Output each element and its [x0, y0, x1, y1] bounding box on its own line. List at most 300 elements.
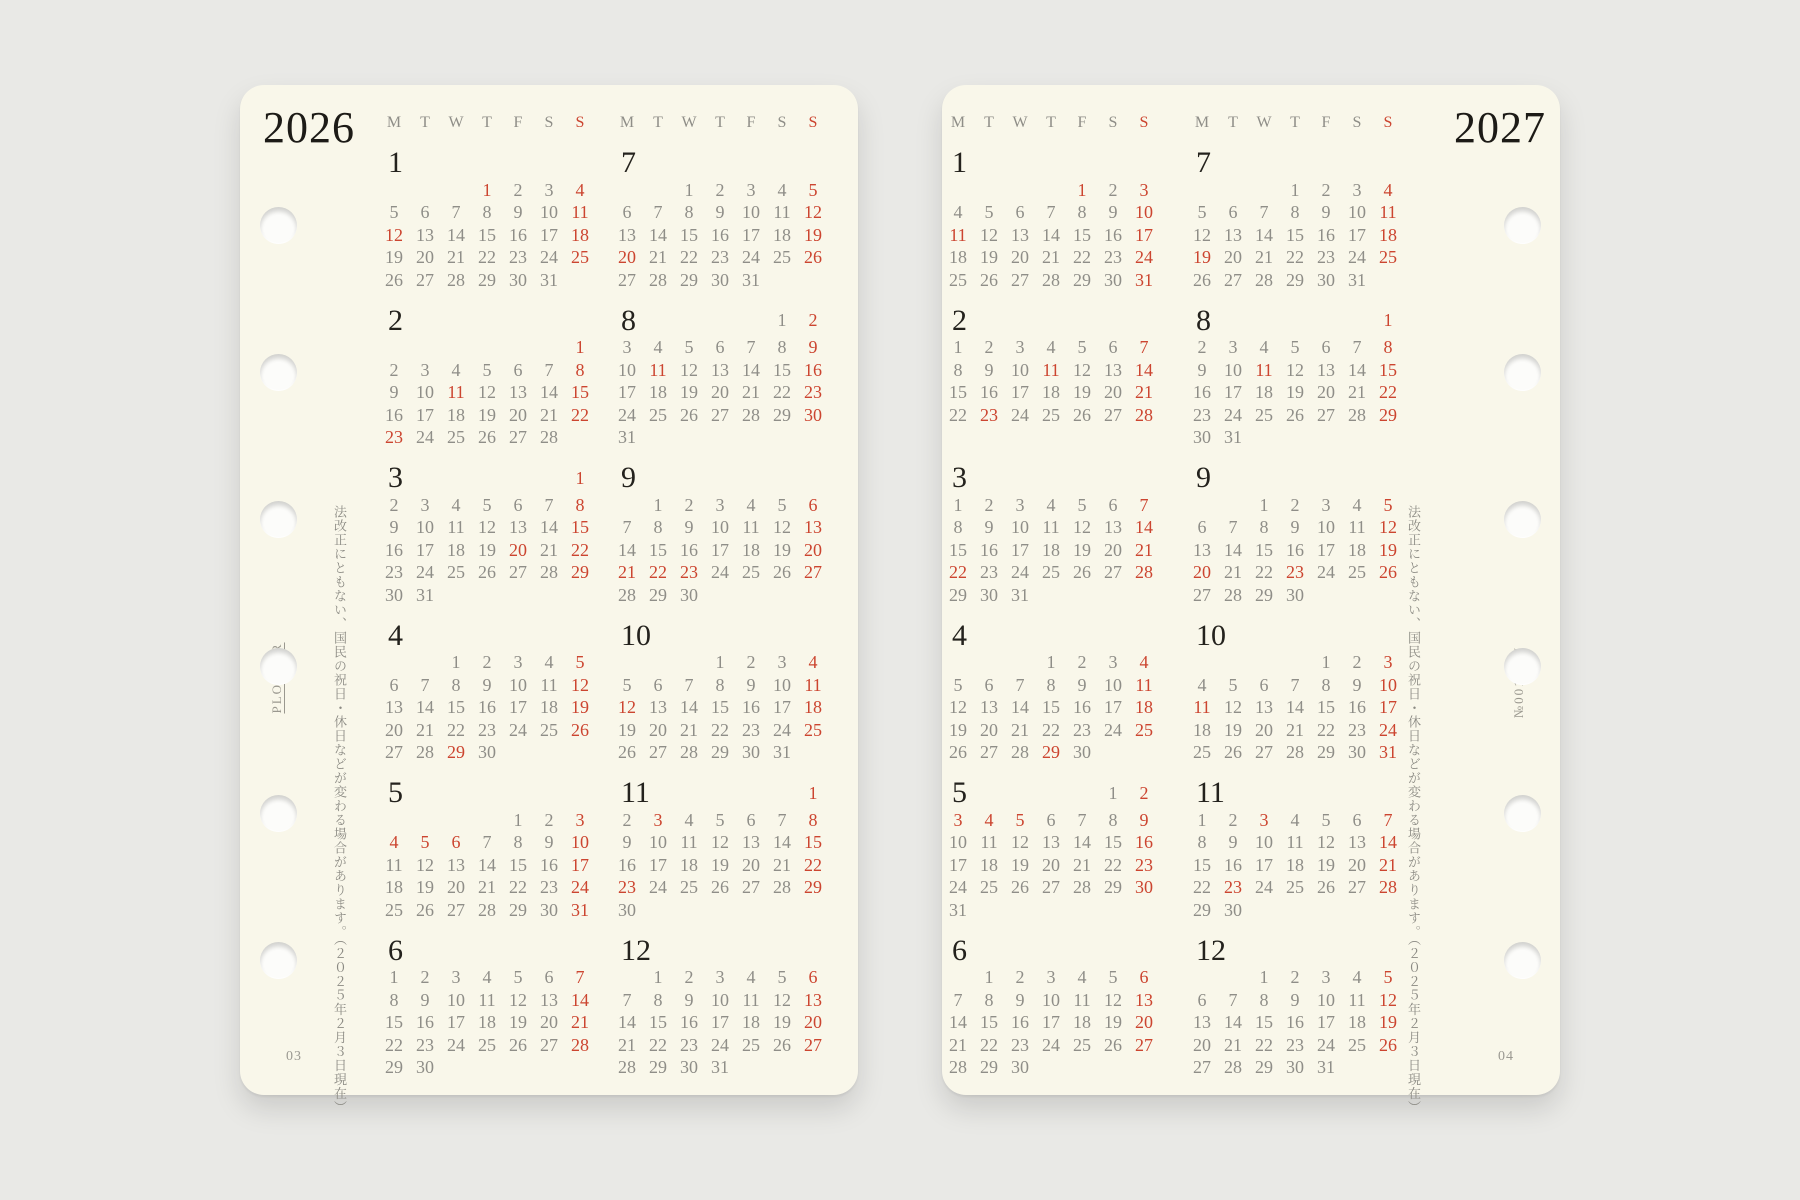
empty-cell [798, 1056, 829, 1079]
day-cell: 2 [984, 494, 994, 515]
day-cell: 21 [1042, 247, 1060, 268]
day-cell: 7 [1290, 674, 1300, 695]
empty-cell [736, 899, 767, 922]
day-cell: 19 [773, 1012, 791, 1033]
empty-cell [1067, 1056, 1098, 1079]
date-row [1187, 966, 1404, 989]
day-cell: 20 [1011, 247, 1029, 268]
day-cell: 22 [773, 382, 791, 403]
day-cell: 10 [447, 989, 465, 1010]
empty-cell [1129, 1056, 1160, 1079]
day-cell: 25 [1286, 877, 1304, 898]
day-cell: 25 [680, 877, 698, 898]
date-row [612, 1034, 829, 1057]
empty-cell [565, 584, 596, 607]
day-cell: 6 [1108, 494, 1118, 515]
day-cell: 22 [980, 1034, 998, 1055]
empty-cell [798, 426, 829, 449]
day-cell: 18 [1348, 1012, 1366, 1033]
date-row [1187, 539, 1404, 562]
day-cell: 6 [1108, 337, 1118, 358]
day-cell: 8 [1046, 674, 1056, 695]
day-cell: 4 [389, 832, 399, 853]
day-cell: 5 [622, 674, 632, 695]
day-cell: 29 [478, 269, 496, 290]
month-label: 7 [1196, 146, 1211, 179]
day-cell: 19 [618, 719, 636, 740]
day-cell: 31 [949, 899, 967, 920]
day-cell: 31 [742, 269, 760, 290]
day-cell: 13 [1011, 224, 1029, 245]
date-row [612, 899, 829, 922]
day-cell: 5 [482, 359, 492, 380]
day-cell: 3 [544, 179, 554, 200]
day-cell: 5 [777, 967, 787, 988]
day-cell: 12 [949, 697, 967, 718]
day-cell: 25 [1348, 562, 1366, 583]
day-cell: 15 [385, 1012, 403, 1033]
day-cell: 8 [1197, 832, 1207, 853]
day-cell: 17 [416, 539, 434, 560]
empty-cell [643, 899, 674, 922]
month-label: 4 [388, 618, 403, 652]
day-cell: 2 [1290, 494, 1300, 515]
day-cell: 7 [1383, 809, 1393, 830]
day-cell: 1 [1383, 310, 1393, 331]
day-cell: 21 [618, 1034, 636, 1055]
day-cell: 20 [1104, 382, 1122, 403]
date-row [943, 381, 1160, 404]
day-cell: 29 [509, 899, 527, 920]
date-row [1187, 201, 1404, 224]
day-cell: 4 [808, 652, 818, 673]
day-cell: 12 [1073, 517, 1091, 538]
empty-cell [503, 741, 534, 764]
day-cell: 22 [804, 854, 822, 875]
day-cell: 3 [420, 359, 430, 380]
date-row [1187, 1056, 1404, 1079]
date-row [943, 719, 1160, 742]
empty-cell [767, 426, 798, 449]
day-cell: 18 [1073, 1012, 1091, 1033]
day-cell: 31 [1135, 269, 1153, 290]
date-row [379, 899, 596, 922]
day-cell: 20 [1042, 854, 1060, 875]
empty-cell [379, 651, 410, 674]
date-row [1187, 741, 1404, 764]
empty-cell [1249, 651, 1280, 674]
date-row [943, 494, 1160, 517]
empty-cell [1098, 584, 1129, 607]
empty-cell [503, 336, 534, 359]
day-cell: 19 [1224, 719, 1242, 740]
day-cell: 6 [984, 674, 994, 695]
day-cell: 14 [1379, 832, 1397, 853]
day-cell: 30 [1224, 899, 1242, 920]
day-cell: 14 [1255, 224, 1273, 245]
date-row [1187, 899, 1404, 922]
day-cell: 1 [575, 467, 585, 488]
day-cell: 10 [618, 359, 636, 380]
day-cell: 18 [385, 877, 403, 898]
day-cell: 23 [1317, 247, 1335, 268]
day-cell: 19 [773, 539, 791, 560]
empty-cell [410, 179, 441, 202]
empty-cell [441, 1056, 472, 1079]
day-cell: 14 [1135, 359, 1153, 380]
day-cell: 16 [804, 359, 822, 380]
empty-cell [441, 336, 472, 359]
date-row [943, 989, 1160, 1012]
day-cell: 12 [1193, 224, 1211, 245]
page-number: 03 [286, 1049, 302, 1064]
day-cell: 8 [953, 359, 963, 380]
day-cell: 25 [742, 1034, 760, 1055]
date-row [943, 539, 1160, 562]
weekday-label: S [777, 114, 787, 131]
day-cell: 15 [571, 382, 589, 403]
day-cell: 5 [953, 674, 963, 695]
day-cell: 25 [478, 1034, 496, 1055]
day-cell: 28 [540, 562, 558, 583]
day-cell: 3 [746, 179, 756, 200]
day-cell: 23 [416, 1034, 434, 1055]
date-row [379, 719, 596, 742]
day-cell: 7 [544, 359, 554, 380]
empty-cell [798, 899, 829, 922]
empty-cell [1373, 426, 1404, 449]
day-cell: 2 [746, 652, 756, 673]
month-label: 11 [1196, 776, 1225, 809]
day-cell: 21 [1135, 382, 1153, 403]
day-cell: 9 [420, 989, 430, 1010]
day-cell: 28 [1135, 562, 1153, 583]
day-cell: 17 [509, 697, 527, 718]
day-cell: 27 [1193, 584, 1211, 605]
day-cell: 27 [1317, 404, 1335, 425]
day-cell: 4 [1259, 337, 1269, 358]
day-cell: 30 [980, 584, 998, 605]
date-row [612, 269, 829, 292]
empty-cell [943, 651, 974, 674]
date-row [1187, 561, 1404, 584]
day-cell: 22 [1042, 719, 1060, 740]
day-cell: 4 [1352, 967, 1362, 988]
day-cell: 21 [773, 854, 791, 875]
empty-cell [1373, 269, 1404, 292]
day-cell: 8 [684, 202, 694, 223]
day-cell: 2 [1197, 337, 1207, 358]
day-cell: 15 [1255, 1012, 1273, 1033]
day-cell: 6 [622, 202, 632, 223]
day-cell: 29 [447, 742, 465, 763]
day-cell: 28 [618, 1057, 636, 1078]
day-cell: 13 [540, 989, 558, 1010]
empty-cell [1249, 309, 1280, 332]
day-cell: 8 [1077, 202, 1087, 223]
day-cell: 17 [949, 854, 967, 875]
day-cell: 12 [478, 382, 496, 403]
day-cell: 2 [1077, 652, 1087, 673]
day-cell: 3 [653, 809, 663, 830]
day-cell: 27 [1224, 269, 1242, 290]
month-label: 2 [388, 303, 403, 337]
punch-hole [1504, 501, 1541, 538]
day-cell: 26 [571, 719, 589, 740]
day-cell: 18 [1042, 539, 1060, 560]
empty-cell [674, 309, 705, 332]
day-cell: 27 [1011, 269, 1029, 290]
day-cell: 23 [980, 404, 998, 425]
day-cell: 28 [949, 1057, 967, 1078]
year-title: 2027 [1454, 103, 1546, 152]
empty-cell [1342, 1056, 1373, 1079]
day-cell: 24 [1104, 719, 1122, 740]
day-cell: 8 [953, 517, 963, 538]
day-cell: 27 [1104, 562, 1122, 583]
day-cell: 29 [711, 742, 729, 763]
date-row [612, 782, 829, 805]
day-cell: 13 [1193, 1012, 1211, 1033]
day-cell: 21 [1348, 382, 1366, 403]
date-row [612, 426, 829, 449]
day-cell: 5 [482, 494, 492, 515]
day-cell: 13 [509, 382, 527, 403]
day-cell: 15 [1104, 832, 1122, 853]
month-label: 8 [1196, 303, 1211, 337]
day-cell: 27 [416, 269, 434, 290]
empty-cell [1373, 1056, 1404, 1079]
punch-hole [260, 648, 297, 685]
empty-cell [1067, 899, 1098, 922]
day-cell: 31 [1011, 584, 1029, 605]
day-cell: 19 [1011, 854, 1029, 875]
day-cell: 3 [1259, 809, 1269, 830]
day-cell: 9 [1290, 517, 1300, 538]
day-cell: 2 [1352, 652, 1362, 673]
day-cell: 11 [773, 202, 791, 223]
day-cell: 10 [1255, 832, 1273, 853]
empty-cell [612, 179, 643, 202]
empty-cell [410, 467, 441, 490]
day-cell: 17 [1011, 382, 1029, 403]
day-cell: 7 [420, 674, 430, 695]
day-cell: 17 [1104, 697, 1122, 718]
date-row [1187, 494, 1404, 517]
month-label: 12 [1196, 933, 1226, 967]
day-cell: 6 [808, 967, 818, 988]
month-label: 3 [388, 461, 403, 494]
day-cell: 27 [509, 427, 527, 448]
day-cell: 2 [1228, 809, 1238, 830]
day-cell: 9 [513, 202, 523, 223]
day-cell: 10 [571, 832, 589, 853]
empty-cell [534, 1056, 565, 1079]
day-cell: 15 [949, 382, 967, 403]
day-cell: 21 [540, 404, 558, 425]
day-cell: 23 [618, 877, 636, 898]
day-cell: 26 [618, 742, 636, 763]
day-cell: 27 [1193, 1057, 1211, 1078]
day-cell: 11 [1255, 359, 1273, 380]
day-cell: 18 [478, 1012, 496, 1033]
day-cell: 16 [711, 224, 729, 245]
date-row [1187, 269, 1404, 292]
empty-cell [1067, 782, 1098, 805]
day-cell: 25 [1042, 404, 1060, 425]
day-cell: 30 [1348, 742, 1366, 763]
day-cell: 22 [1255, 562, 1273, 583]
weekday-header-row [379, 112, 596, 134]
day-cell: 24 [1379, 719, 1397, 740]
day-cell: 18 [980, 854, 998, 875]
day-cell: 11 [540, 674, 558, 695]
date-row [1187, 309, 1404, 332]
day-cell: 9 [1197, 359, 1207, 380]
date-row [379, 809, 596, 832]
date-row [1187, 516, 1404, 539]
empty-cell [1005, 651, 1036, 674]
day-cell: 28 [649, 269, 667, 290]
punch-hole [260, 795, 297, 832]
empty-cell [767, 899, 798, 922]
date-row [612, 831, 829, 854]
day-cell: 2 [622, 809, 632, 830]
empty-cell [643, 782, 674, 805]
day-cell: 26 [416, 899, 434, 920]
day-cell: 15 [711, 697, 729, 718]
date-row [379, 467, 596, 490]
date-row [1187, 426, 1404, 449]
day-cell: 11 [1042, 359, 1060, 380]
empty-cell [974, 782, 1005, 805]
day-cell: 22 [478, 247, 496, 268]
day-cell: 14 [1286, 697, 1304, 718]
day-cell: 10 [711, 989, 729, 1010]
day-cell: 4 [451, 359, 461, 380]
day-cell: 10 [1379, 674, 1397, 695]
date-row [612, 539, 829, 562]
day-cell: 24 [1011, 562, 1029, 583]
day-cell: 13 [649, 697, 667, 718]
day-cell: 13 [1042, 832, 1060, 853]
day-cell: 24 [540, 247, 558, 268]
day-cell: 14 [649, 224, 667, 245]
day-cell: 17 [1317, 539, 1335, 560]
day-cell: 22 [1193, 877, 1211, 898]
empty-cell [612, 782, 643, 805]
day-cell: 22 [680, 247, 698, 268]
date-row [379, 516, 596, 539]
day-cell: 21 [1073, 854, 1091, 875]
day-cell: 18 [1255, 382, 1273, 403]
day-cell: 6 [1321, 337, 1331, 358]
empty-cell [1129, 741, 1160, 764]
day-cell: 20 [1104, 539, 1122, 560]
empty-cell [1187, 966, 1218, 989]
day-cell: 23 [1104, 247, 1122, 268]
day-cell: 25 [385, 899, 403, 920]
empty-cell [736, 309, 767, 332]
date-row [1187, 674, 1404, 697]
day-cell: 10 [1011, 359, 1029, 380]
empty-cell [1218, 651, 1249, 674]
month-label: 3 [952, 461, 967, 494]
day-cell: 1 [653, 494, 663, 515]
day-cell: 18 [1135, 697, 1153, 718]
day-cell: 28 [1135, 404, 1153, 425]
empty-cell [379, 809, 410, 832]
day-cell: 13 [416, 224, 434, 245]
date-row [379, 561, 596, 584]
day-cell: 15 [571, 517, 589, 538]
day-cell: 13 [618, 224, 636, 245]
day-cell: 8 [482, 202, 492, 223]
day-cell: 19 [1286, 382, 1304, 403]
day-cell: 3 [622, 337, 632, 358]
day-cell: 28 [1348, 404, 1366, 425]
day-cell: 18 [447, 404, 465, 425]
day-cell: 6 [746, 809, 756, 830]
day-cell: 4 [1077, 967, 1087, 988]
day-cell: 11 [804, 674, 822, 695]
day-cell: 23 [1135, 854, 1153, 875]
day-cell: 30 [1286, 584, 1304, 605]
day-cell: 13 [1104, 359, 1122, 380]
day-cell: 21 [416, 719, 434, 740]
day-cell: 24 [1255, 877, 1273, 898]
day-cell: 23 [1348, 719, 1366, 740]
empty-cell [1280, 651, 1311, 674]
date-row [379, 381, 596, 404]
empty-cell [798, 741, 829, 764]
day-cell: 18 [571, 224, 589, 245]
day-cell: 5 [513, 967, 523, 988]
weekday-label: T [715, 114, 725, 131]
empty-cell [798, 269, 829, 292]
empty-cell [767, 782, 798, 805]
day-cell: 20 [1193, 562, 1211, 583]
day-cell: 1 [953, 337, 963, 358]
empty-cell [1005, 899, 1036, 922]
day-cell: 4 [1290, 809, 1300, 830]
weekday-label: T [1290, 114, 1300, 131]
day-cell: 9 [715, 202, 725, 223]
day-cell: 21 [742, 382, 760, 403]
day-cell: 7 [653, 202, 663, 223]
day-cell: 10 [1317, 517, 1335, 538]
empty-cell [1187, 309, 1218, 332]
legal-note-vertical: 法改正にともない、国民の祝日・休日などが変わる場合があります。（２０２５年２月３日現在） [332, 505, 347, 1115]
day-cell: 6 [420, 202, 430, 223]
empty-cell [643, 309, 674, 332]
date-row [943, 966, 1160, 989]
day-cell: 16 [1135, 832, 1153, 853]
day-cell: 6 [1197, 517, 1207, 538]
day-cell: 26 [949, 742, 967, 763]
month-label: 12 [621, 933, 651, 967]
day-cell: 30 [680, 584, 698, 605]
day-cell: 3 [1383, 652, 1393, 673]
day-cell: 5 [575, 652, 585, 673]
day-cell: 5 [1015, 809, 1025, 830]
day-cell: 4 [451, 494, 461, 515]
date-row [1187, 651, 1404, 674]
day-cell: 9 [1228, 832, 1238, 853]
day-cell: 25 [1193, 742, 1211, 763]
day-cell: 2 [715, 179, 725, 200]
date-row [1187, 854, 1404, 877]
